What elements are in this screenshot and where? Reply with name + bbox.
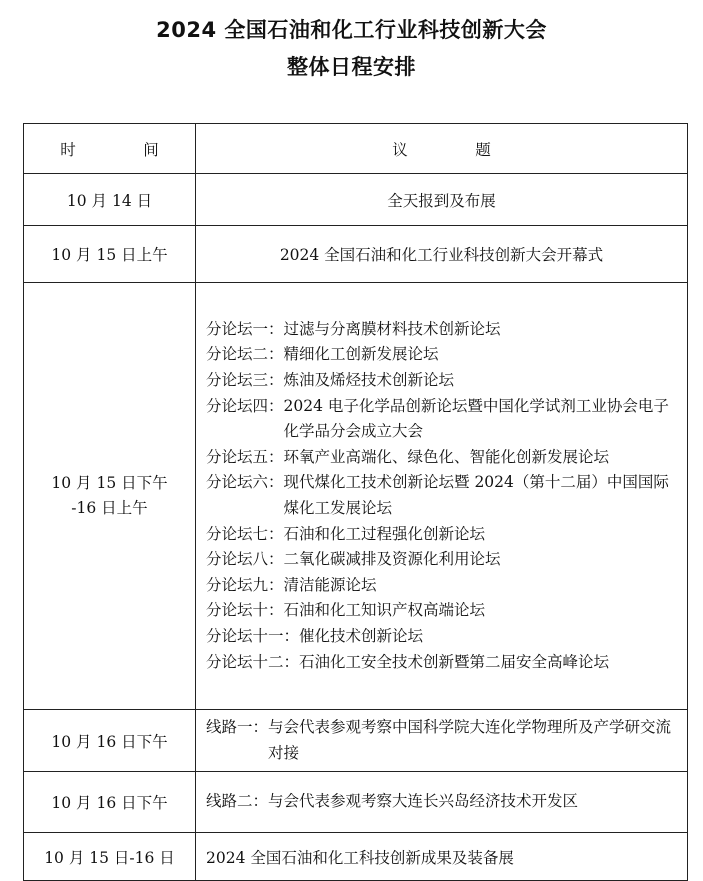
forum-item: 分论坛七： 石油和化工过程强化创新论坛 [206, 524, 486, 543]
forum-item: 分论坛十二： 石油化工安全技术创新暨第二届安全高峰论坛 [206, 652, 610, 671]
forum-item: 分论坛二： 精细化工创新发展论坛 [206, 345, 439, 364]
time-cell: 10 月 14 日 [24, 174, 196, 226]
topic-cell: 全天报到及布展 [196, 174, 688, 226]
route-item: 线路二： 与会代表参观考察大连长兴岛经济技术开发区 [206, 792, 579, 811]
forum-item: 分论坛九： 清洁能源论坛 [206, 575, 377, 594]
time-cell: 10 月 15 日上午 [24, 226, 196, 283]
route-cell [196, 772, 688, 833]
time-cell: 10 月 16 日下午 [24, 772, 196, 833]
table-row [24, 283, 688, 710]
forum-item: 分论坛八： 二氧化碳减排及资源化利用论坛 [206, 550, 501, 569]
time-line: -16 日上午 [71, 499, 148, 517]
forum-item: 分论坛六： 现代煤化工技术创新论坛暨 2024（第十二届）中国国际煤化工发展论坛 [206, 473, 669, 517]
header-time: 时 间 [24, 124, 196, 174]
table-row [24, 772, 688, 833]
forum-item: 分论坛十一： 催化技术创新论坛 [206, 626, 424, 645]
forum-item: 分论坛三： 炼油及烯烃技术创新论坛 [206, 371, 455, 390]
topic-cell: 2024 全国石油和化工行业科技创新大会开幕式 [196, 226, 688, 283]
page-subtitle: 整体日程安排 [287, 55, 416, 79]
time-cell: 10 月 16 日下午 [24, 710, 196, 772]
page-title: 2024 全国石油和化工行业科技创新大会 [156, 18, 547, 42]
schedule-table [23, 123, 688, 881]
time-cell: 10 月 15 日-16 日 [24, 833, 196, 881]
table-row [24, 710, 688, 772]
table-header-row [24, 124, 688, 174]
table-row [24, 174, 688, 226]
forum-item: 分论坛一： 过滤与分离膜材料技术创新论坛 [206, 319, 501, 338]
header-topic: 议 题 [196, 124, 688, 174]
table-row [24, 226, 688, 283]
time-line: 10 月 15 日下午 [51, 474, 168, 492]
route-item: 线路一： 与会代表参观考察中国科学院大连化学物理所及产学研交流对接 [206, 717, 672, 762]
forum-list [196, 283, 688, 710]
time-cell [24, 283, 196, 710]
forum-item: 分论坛四： 2024 电子化学品创新论坛暨中国化学试剂工业协会电子化学品分会成立大会 [206, 396, 669, 441]
route-cell [196, 710, 688, 772]
topic-cell: 2024 全国石油和化工科技创新成果及装备展 [196, 833, 688, 881]
forum-item: 分论坛五： 环氧产业高端化、绿色化、智能化创新发展论坛 [206, 447, 610, 466]
forum-item: 分论坛十： 石油和化工知识产权高端论坛 [206, 601, 486, 620]
table-row [24, 833, 688, 881]
